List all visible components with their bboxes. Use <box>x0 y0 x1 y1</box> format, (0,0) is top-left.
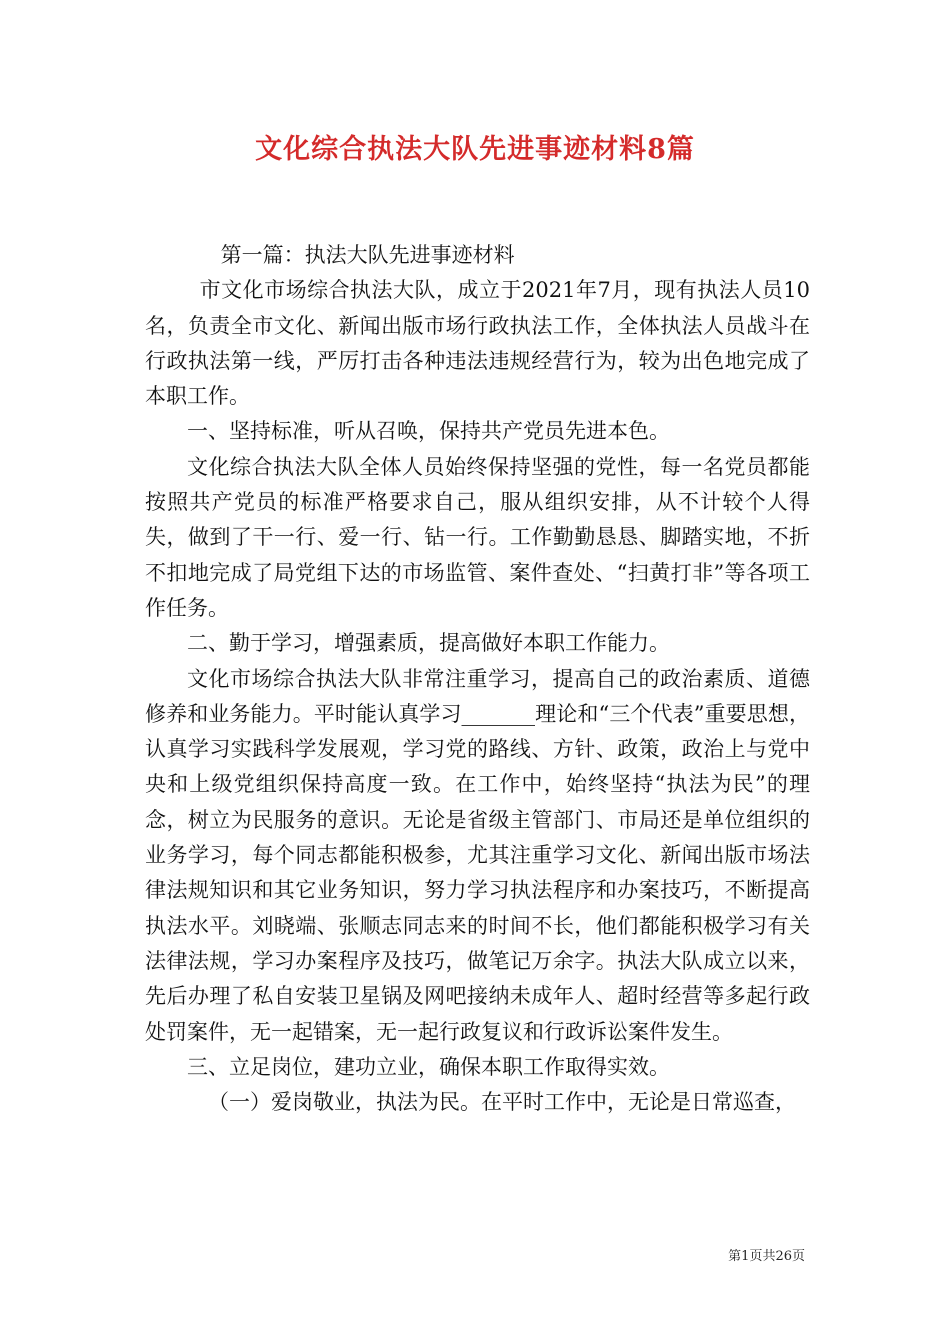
chapter-heading: 第一篇：执法大队先进事迹材料 <box>220 243 515 267</box>
page-number: 第1页共26页 <box>728 1249 805 1264</box>
section-heading-1: 一、坚持标准，听从召唤，保持共产党员先进本色。 <box>187 419 670 444</box>
paragraph-section-1: 文化综合执法大队全体人员始终保持坚强的党性，每一名党员都能按照共产党员的标准严格要求自己，服从组织安排，从不计较个人得失，做到了干一行、爱一行、钻一行。工作勤勤恳恳、脚踏实地，不折不扣地完成了局党组下达的市场监管、案件查处、“扫黄打非”等各项工作任务。 <box>145 454 810 620</box>
paragraph-section-2: 文化市场综合执法大队非常注重学习，提高自己的政治素质、道德修养和业务能力。平时能认真学习_______理论和“三个代表”重要思想，认真学习实践科学发展观，学习党的路线、方针、政策，政治上与党中央和上级党组织保持高度一致。在工作中，始终坚持“执法为民”的理念，树立为民服务的意识。无论是省级主管部门、市局还是单位组织的业务学习，每个同志都能积极参，尤其注重学习文化、新闻出版市场法律法规知识和其它业务知识，努力学习执法程序和办案技巧，不断提高执法水平。刘晓端、张顺志同志来的时间不长，他们都能积极学习有关法律法规，学习办案程序及技巧，做笔记万余字。执法大队成立以来，先后办理了私自安装卫星锅及网吧接纳未成年人、超时经营等多起行政处罚案件，无一起错案，无一起行政复议和行政诉讼案件发生。 <box>145 666 810 1044</box>
document-body <box>145 238 810 1120</box>
document-title: 文化综合执法大队先进事迹材料8篇 <box>255 134 695 165</box>
paragraph-intro: 市文化市场综合执法大队，成立于2021年7月，现有执法人员10名，负责全市文化、新闻出版市场行政执法工作，全体执法人员战斗在行政执法第一线，严厉打击各种违法违规经营行为，较为出色地完成了本职工作。 <box>145 278 810 409</box>
section-heading-3: 三、立足岗位，建功立业，确保本职工作取得实效。 <box>187 1054 670 1079</box>
section-heading-2: 二、勤于学习，增强素质，提高做好本职工作能力。 <box>187 631 670 656</box>
paragraph-subsection-1: （一）爱岗敬业，执法为民。在平时工作中，无论是日常巡查， <box>208 1090 796 1115</box>
